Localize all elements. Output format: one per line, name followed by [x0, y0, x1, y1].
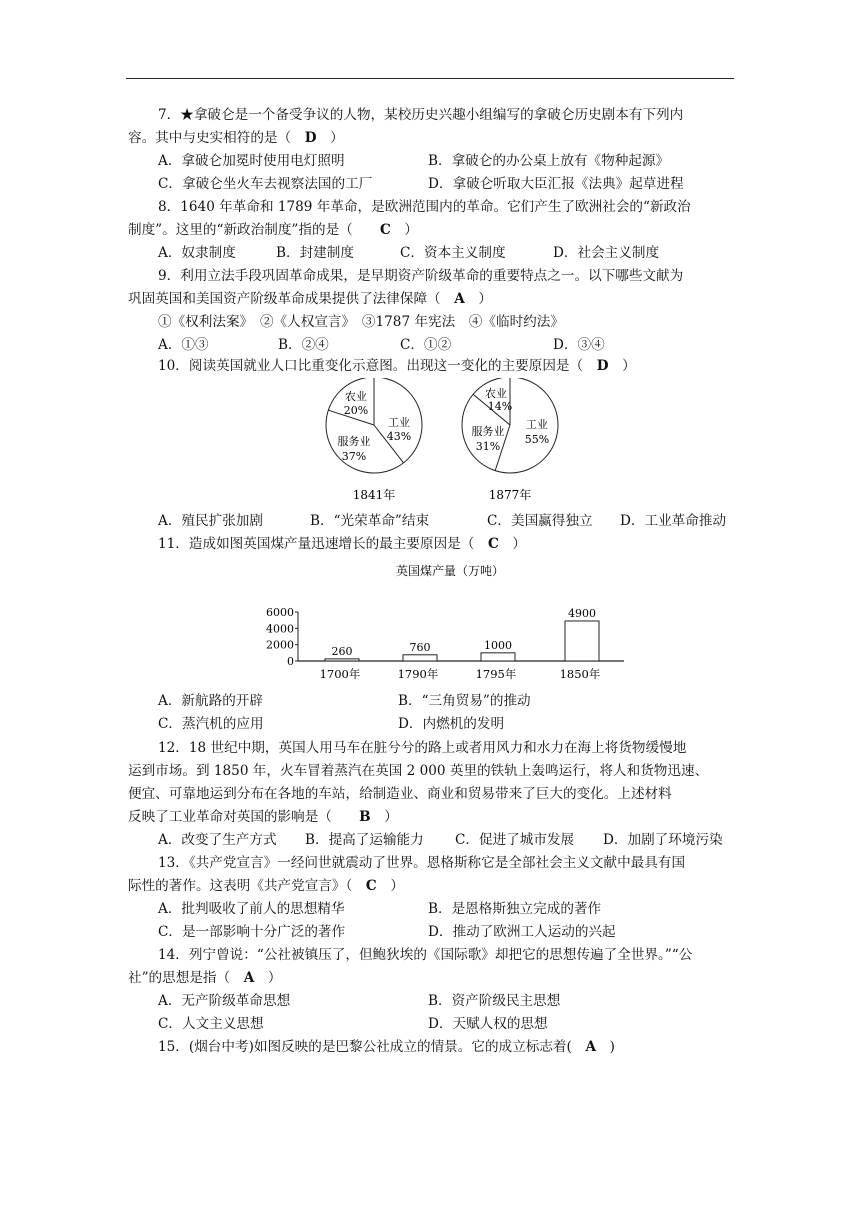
q14-option-d: D．天赋人权的思想: [428, 1016, 548, 1032]
pie1877-year: 1877年: [488, 488, 532, 502]
pie1841-year: 1841年: [352, 488, 396, 502]
coal-y-tick-label: 2000: [266, 638, 294, 652]
coal-bar-value: 4900: [568, 606, 596, 620]
coal-y-tick-label: 6000: [266, 606, 294, 619]
coal-x-tick-label: 1700年: [319, 667, 361, 681]
pie1841-industry-label: 工业: [388, 416, 410, 429]
q12-stem-4: 反映了工业革命对英国的影响是（ B ）: [128, 809, 398, 825]
header-rule: [126, 78, 734, 79]
q9-option-a: A．①③: [158, 337, 209, 353]
q12-answer: B: [359, 809, 371, 825]
q7-option-c: C．拿破仑坐火车去视察法国的工厂: [158, 176, 373, 192]
q7-option-b: B．拿破仑的办公桌上放有《物种起源》: [428, 153, 670, 169]
q11-option-d: D．内燃机的发明: [398, 716, 505, 732]
q14-option-c: C．人文主义思想: [158, 1016, 264, 1032]
q15-answer: A: [585, 1039, 596, 1055]
q10-option-b: B．“光荣革命”结束: [310, 513, 430, 529]
coal-chart-bars: [320, 607, 601, 681]
pie-chart-1841: [326, 378, 422, 502]
q14-option-a: A．无产阶级革命思想: [158, 993, 291, 1009]
coal-x-tick-label: 1790年: [397, 667, 439, 681]
q13-answer: C: [365, 878, 377, 894]
q10-option-d: D．工业革命推动: [620, 513, 727, 529]
q15-stem: 15．(烟台中考)如图反映的是巴黎公社成立的情景。它的成立标志着( A ): [158, 1039, 615, 1055]
q13-stem-cont: 际性的著作。这表明《共产党宣言》（ C ）: [128, 878, 404, 894]
q13-option-c: C．是一部影响十分广泛的著作: [158, 924, 346, 940]
q9-stem: 9．利用立法手段巩固革命成果，是早期资产阶级革命的重要特点之一。以下哪些文献为: [158, 268, 684, 284]
q13-option-b: B．是恩格斯独立完成的著作: [428, 901, 602, 917]
q14-stem: 14．列宁曾说：“公社被镇压了，但鲍狄埃的《国际歌》却把它的思想传遍了全世界。”“公: [158, 947, 693, 963]
q12-stem-3: 便宜、可靠地运到分布在各地的车站，给制造业、商业和贸易带来了巨大的变化。上述材料: [128, 786, 672, 802]
q7-stem: 7．★拿破仑是一个备受争议的人物，某校历史兴趣小组编写的拿破仑历史剧本有下列内: [158, 107, 684, 123]
coal-y-tick-label: 4000: [266, 622, 294, 636]
coal-chart-title: 英国煤产量（万吨）: [395, 564, 505, 578]
coal-x-tick-label: 1795年: [475, 667, 517, 681]
pie1877-industry-value: 55%: [524, 433, 550, 446]
coal-bar: [403, 655, 437, 661]
pie1877-service-label: 服务业: [471, 425, 505, 438]
pie1877-industry-label: 工业: [526, 418, 548, 431]
q9-answer: A: [454, 291, 465, 307]
q11-option-b: B．“三角贸易”的推动: [398, 693, 531, 709]
q9-option-c: C．①②: [400, 337, 452, 353]
pie1841-service-label: 服务业: [337, 435, 371, 448]
coal-bar-value: 760: [409, 640, 431, 654]
q8-option-c: C．资本主义制度: [400, 245, 506, 261]
q11-answer: C: [487, 536, 499, 552]
q9-stem-cont: 巩固英国和美国资产阶级革命成果提供了法律保障（ A ）: [128, 291, 492, 307]
q10-option-a: A．殖民扩张加剧: [158, 513, 263, 529]
pie-chart-1877: [462, 378, 558, 502]
q13-option-a: A．批判吸收了前人的思想精华: [158, 901, 345, 917]
coal-bar-value: 260: [331, 644, 353, 658]
q8-option-b: B．封建制度: [276, 245, 354, 261]
q7-answer: D: [304, 130, 317, 146]
q12-option-b: B．提高了运输能力: [305, 832, 424, 848]
q7-option-a: A．拿破仑加冕时使用电灯照明: [158, 153, 345, 169]
pie1877-agri-value: 14%: [487, 400, 513, 413]
coal-bar: [325, 659, 359, 661]
pie1877-agri-label: 农业: [485, 387, 507, 400]
q12-option-d: D．加剧了环境污染: [603, 832, 723, 848]
q9-option-b: B．②④: [278, 337, 329, 353]
q11-stem: 11．造成如图英国煤产量迅速增长的最主要原因是（ C ）: [158, 536, 526, 552]
q14-stem-cont: 社”的思想是指（ A ）: [128, 970, 282, 986]
coal-x-tick-label: 1850年: [559, 667, 601, 681]
pie1841-agri-label: 农业: [345, 390, 367, 403]
q10-stem: 10．阅读英国就业人口比重变化示意图。出现这一变化的主要原因是（ D ）: [158, 358, 636, 374]
q12-option-a: A．改变了生产方式: [158, 832, 277, 848]
pie1841-service-value: 37%: [341, 450, 367, 463]
q8-option-d: D．社会主义制度: [553, 245, 660, 261]
q14-option-b: B．资产阶级民主思想: [428, 993, 561, 1009]
q13-option-d: D．推动了欧洲工人运动的兴起: [428, 924, 616, 940]
coal-bar: [481, 653, 515, 661]
coal-bar: [565, 621, 599, 661]
q10-answer: D: [596, 358, 609, 374]
q8-stem: 8．1640 年革命和 1789 年革命，是欧洲范围内的革命。它们产生了欧洲社会的“新政治: [158, 199, 691, 215]
q8-option-a: A．奴隶制度: [158, 245, 236, 261]
q12-stem: 12．18 世纪中期，英国人用马车在脏兮兮的路上或者用风力和水力在海上将货物缓慢地: [158, 740, 687, 756]
q7-stem-cont: 容。其中与史实相符的是（ D ）: [128, 130, 344, 146]
q10-option-c: C．美国赢得独立: [487, 513, 593, 529]
q7-option-d: D．拿破仑听取大臣汇报《法典》起草进程: [428, 176, 684, 192]
q11-option-c: C．蒸汽机的应用: [158, 716, 264, 732]
q8-stem-cont: 制度”。这里的“新政治制度”指的是（ C ）: [128, 222, 418, 238]
q13-stem: 13．《共产党宣言》一经问世就震动了世界。恩格斯称它是全部社会主义文献中最具有国: [158, 855, 686, 871]
pie1841-agri-value: 20%: [343, 404, 369, 417]
q9-items: ①《权利法案》 ②《人权宣言》 ③1787 年宪法 ④《临时约法》: [158, 314, 564, 330]
employment-pie-charts: [310, 378, 580, 510]
coal-bar-value: 1000: [484, 638, 512, 652]
q12-option-c: C．促进了城市发展: [455, 832, 575, 848]
coal-output-bar-chart: [250, 558, 650, 688]
q12-stem-2: 运到市场。到 1850 年，火车冒着蒸汽在英国 2 000 英里的铁轨上轰鸣运行，将人和货物迅速、: [128, 763, 709, 779]
q9-option-d: D．③④: [553, 337, 605, 353]
q11-option-a: A．新航路的开辟: [158, 693, 263, 709]
pie1877-service-value: 31%: [475, 440, 501, 453]
q14-answer: A: [243, 970, 255, 986]
pie1841-industry-value: 43%: [386, 430, 412, 443]
coal-y-tick-label: 0: [287, 655, 294, 668]
q8-answer: C: [379, 222, 391, 238]
